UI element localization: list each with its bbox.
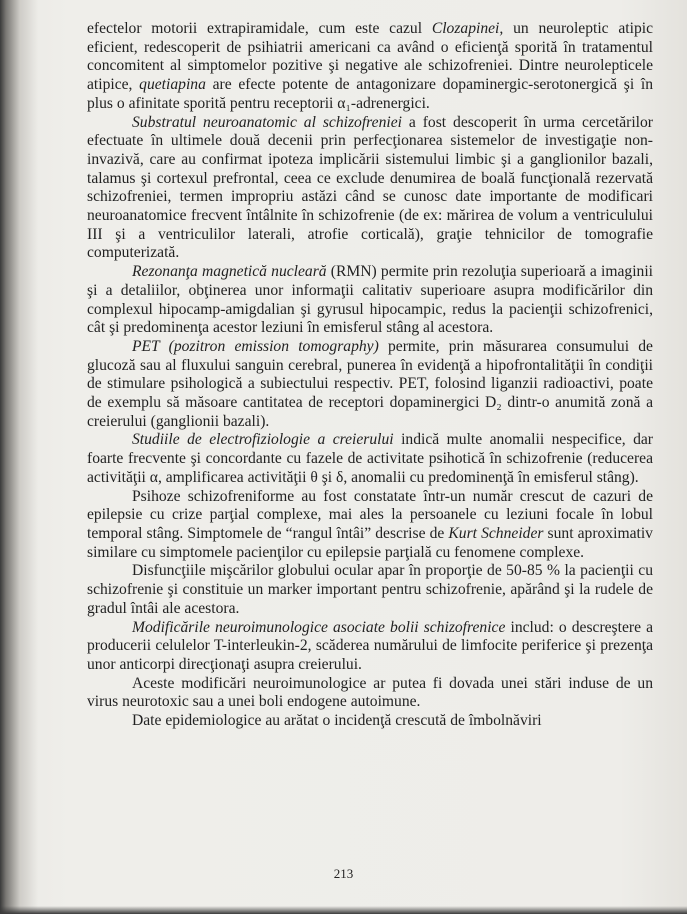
text-run: efectelor motorii extrapiramidale, cum este cazul xyxy=(87,20,432,37)
italic-term: quetiapina xyxy=(139,76,206,94)
text-run: Aceste modificări neuroimunologice ar putea fi dovada unei stări induse de un virus neurotoxic sau a unei boli endogene autoimune. xyxy=(87,674,653,711)
paragraph-10 xyxy=(87,712,653,731)
italic-term: Kurt Schneider xyxy=(448,524,544,542)
text-run: Psihoze schizofreniforme au fost constatate într-un număr crescut de cazuri de epilepsie cu crize parţial complexe, mai ales la persoanele cu leziuni focale în lobul temporal stâng. Simptomele de “rangul întâi” descrise de xyxy=(87,487,653,542)
text-run: permite, prin măsurarea consumului de glucoză sau al fluxului sanguin cerebral, punerea în evidenţă a hipofrontalităţii în condiţii de stimulare psihologică a subiectului respectiv. PET, folosind liganzii radioactivi, poate de exemplu să măsoare cantitatea de receptori dopaminergici D₂ dintr-o anumită zonă a creierului (ganglionii bazali). xyxy=(87,337,653,430)
body-text xyxy=(87,20,653,731)
text-run: a fost descoperit în urma cercetărilor efectuate în ultimele două decenii prin perfecţionarea sistemelor de investigaţie non-invazivă, care au confirmat ipoteza implicării sistemului limbic şi a ganglionilor bazali, talamus şi cortexul prefrontal, ceea ce exclude denumirea de boală funcţională rezervată schizofreniei, termen impropriu astăzi când se cunosc date importante de modificari neuroanatomice frecvent întâlnite în schizofrenie (de ex: mărirea de volum a ventriculului III şi a ventriculilor laterali, atrofie corticală), graţie tehnicilor de tomografie computerizată. xyxy=(87,113,653,262)
italic-term: Modificările neuroimunologice asociate bolii schizofrenice xyxy=(132,618,506,636)
text-run: are efecte potente de antagonizare dopaminergic-serotonergică şi în plus o afinitate sporită pentru receptorii α₁-adrenergici. xyxy=(87,76,653,112)
paragraph-8 xyxy=(87,619,653,675)
paragraph-4 xyxy=(87,338,653,432)
paragraph-3 xyxy=(87,263,653,338)
text-run: indică multe anomalii nespecifice, dar foarte frecvente şi concordante cu fazele de activitate psihotică în schizofrenie (reducerea activităţii α, amplificarea activităţii θ şi δ, anomalii cu predominenţă în emisferul stâng). xyxy=(87,431,654,486)
book-spine-shadow xyxy=(0,0,38,914)
text-run: Disfuncţiile mişcărilor globului ocular apar în proporţie de 50-85 % la pacienţii cu schizofrenie şi constituie un marker important pentru schizofrenie, apărând şi la rudele de gradul întâi ale acestora. xyxy=(87,562,653,617)
text-run: sunt aproximativ similare cu simptomele pacienţilor cu epilepsie parţială cu fenomene complexe. xyxy=(87,524,653,561)
italic-term: Clozapinei, xyxy=(431,20,504,37)
italic-term: Rezonanţa magnetică nucleară xyxy=(132,263,327,281)
italic-term: PET (pozitron emission tomography) xyxy=(132,337,379,355)
text-run: (RMN) permite prin rezoluţia superioară a imaginii şi a detaliilor, obţinerea unor informaţii calitativ superioare asupra modificărilor din complexul hipocamp-amigdalian şi gyrusul hipocampic, redus la pacienţii schizofrenici, cât şi predominenţa acestor leziuni în emisferul stâng al acestora. xyxy=(87,263,653,337)
paragraph-9 xyxy=(87,675,653,712)
italic-term: Substratul neuroanatomic al schizofreniei xyxy=(132,113,402,131)
text-run: Date epidemiologice au arătat o incidenţă crescută de îmbolnăviri xyxy=(132,712,542,730)
paragraph-7 xyxy=(87,562,653,618)
italic-term: Studiile de electrofiziologie a creierului xyxy=(132,431,394,449)
text-run: un neuroleptic atipic eficient, redescoperit de psihiatrii americani ca având o eficienţă sporită în tratamentul concomitent al simptomelor pozitive şi negative ale schizofreniei. Dintre neurolepticele atipice, xyxy=(87,20,653,94)
paragraph-2 xyxy=(87,114,653,264)
page-number: 213 xyxy=(333,866,354,881)
paragraph-6 xyxy=(87,488,653,563)
text-run: includ: o descreştere a producerii celulelor T-interleukin-2, scăderea numărului de limfocite periferice şi prezenţa unor anticorpi direcţionaţi asupra creierului. xyxy=(87,618,653,673)
paragraph-1 xyxy=(87,20,653,114)
paragraph-5 xyxy=(87,431,653,487)
page-bottom-edge xyxy=(0,906,687,914)
